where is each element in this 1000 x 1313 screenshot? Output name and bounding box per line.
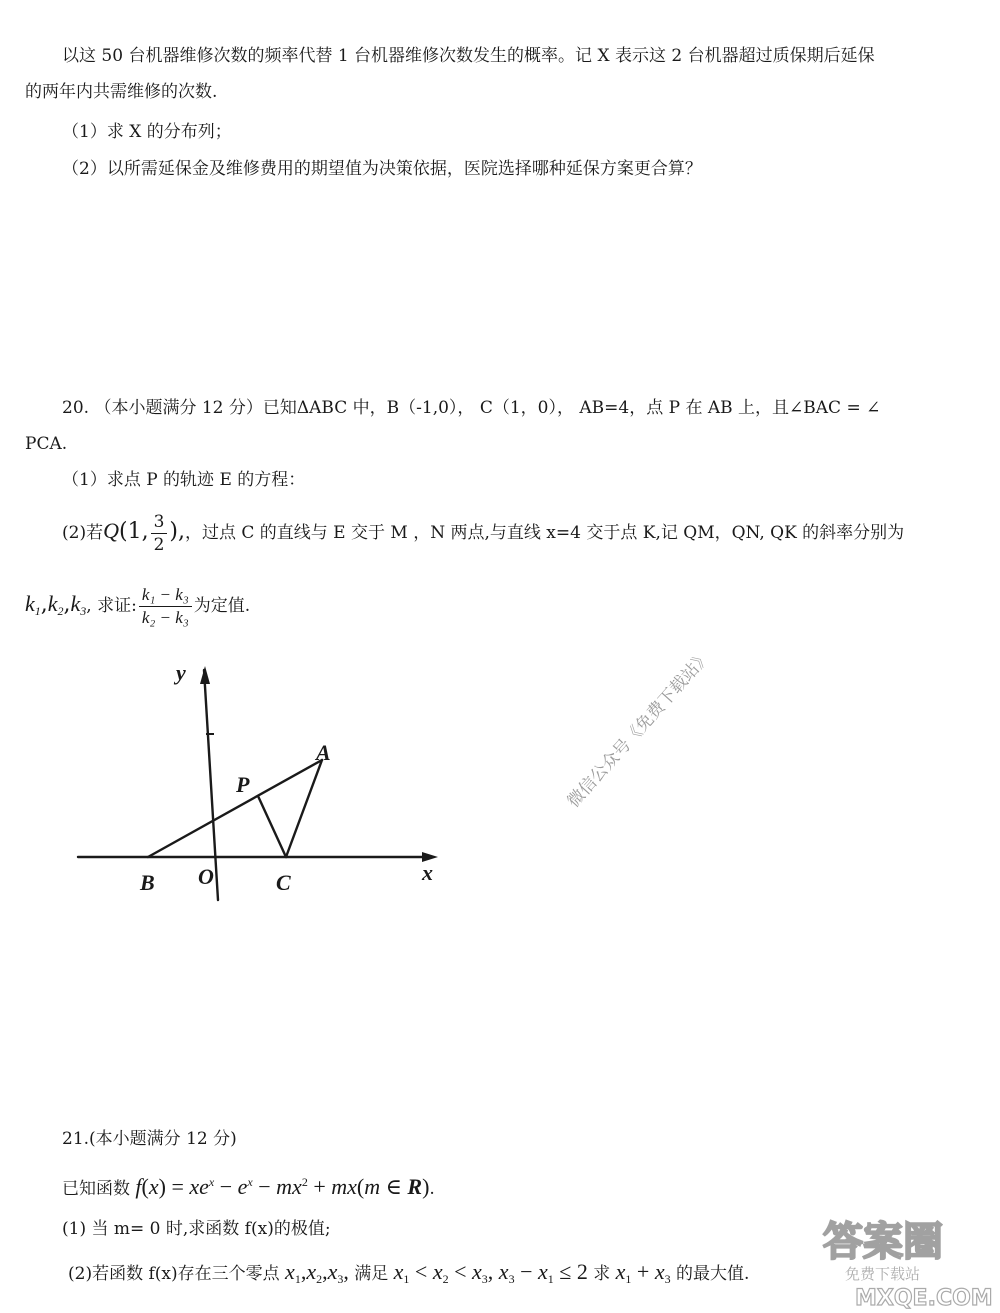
point-q-numerator: 3: [151, 511, 168, 534]
q19-line-1: 以这 50 台机器维修次数的频率代替 1 台机器维修次数发生的概率。记 X 表示这 2 台机器超过质保期后延保: [62, 46, 875, 66]
q20-line-1: 20. （本小题满分 12 分）已知ΔABC 中，B（-1,0）， C（1，0）， AB=4，点 P 在 AB 上，且∠BAC = ∠: [62, 398, 881, 418]
segment-ac: [286, 760, 322, 857]
zeros-list: $x_1,x_2,x_3$,: [285, 1259, 349, 1286]
diagonal-watermark: 微信公众号《免费下载站》: [563, 646, 716, 812]
point-q-close: ),: [169, 519, 185, 544]
slope-k1: $k_1$: [25, 591, 41, 618]
q20-part-3: $k_1,k_2,k_3$, 求证: $\frac{\text{k₁ − k₃}}{\text{k₂ − k₃}}$ 为定值.: [25, 585, 251, 627]
q21-part-2-suffix: 的最大值.: [676, 1264, 750, 1284]
triangle-figure: [60, 650, 460, 910]
function-definition: $f(x) = xe^x - e^x - mx^2 + mx(m$ ∈ R): [135, 1174, 430, 1199]
q19-part-1: （1）求 X 的分布列；: [62, 122, 232, 142]
answer-site-logo-watermark: [815, 1205, 995, 1310]
point-b-label: B: [140, 870, 155, 895]
q19-part-2: （2）以所需延保金及维修费用的期望值为决策依据，医院选择哪种延保方案更合算？: [62, 159, 702, 179]
point-q-fraction: [151, 511, 168, 556]
q19-line-2: 的两年内共需维修的次数.: [25, 82, 218, 102]
logo-small-text: 免费下载站: [845, 1265, 921, 1283]
zeros-sum: $x_1 + x_3$: [615, 1259, 671, 1286]
logo-url-text: MXQE.COM: [855, 1286, 993, 1310]
point-q-denominator: 2: [153, 535, 165, 555]
point-p-label: P: [236, 772, 250, 797]
segment-pc: [258, 796, 286, 857]
q21-part-2: [68, 1252, 749, 1299]
y-axis-arrow: [200, 666, 210, 684]
q20-part-2-prefix: (2)若: [62, 523, 104, 543]
point-a-label: A: [316, 740, 331, 765]
q21-part-2-mid: 满足: [354, 1264, 389, 1284]
x-axis-label: x: [422, 860, 433, 885]
segment-ba: [148, 760, 322, 857]
q20-line-2: PCA.: [25, 434, 68, 454]
point-o-label: O: [198, 864, 214, 889]
q20-part-2: [62, 507, 904, 557]
slope-k2: $k_2$: [47, 591, 64, 618]
slope-ratio-fraction: [139, 584, 192, 629]
point-c-label: C: [276, 870, 291, 895]
q20-part-3-mid: , 求证:: [86, 596, 137, 616]
logo-big-text: 答案圈: [823, 1219, 943, 1265]
q21-title: 21.(本小题满分 12 分): [62, 1129, 237, 1149]
q21-part-2-prefix: (2)若函数 f(x)存在三个零点: [68, 1264, 280, 1284]
q20-part-3-suffix: 为定值.: [193, 596, 251, 616]
q21-intro: [62, 1162, 435, 1209]
slope-ratio-denominator: k₂ − k₃: [141, 608, 189, 627]
point-q-open: (1,: [118, 519, 149, 544]
q21-intro-prefix: 已知函数: [62, 1179, 130, 1199]
q20-part-2-text: ，过点 C 的直线与 E 交于 M ，N 两点,与直线 x=4 交于点 K,记 QM，QN, QK 的斜率分别为: [184, 523, 905, 543]
point-q-label: Q: [103, 518, 119, 543]
zeros-condition: $x_1 < x_2 < x_3$, $x_3 - x_1 \le 2$: [393, 1259, 588, 1286]
y-axis-label: y: [176, 660, 186, 685]
q21-intro-suffix: .: [429, 1179, 435, 1199]
slope-ratio-numerator: k₁ − k₃: [139, 584, 192, 607]
q21-part-2-mid2: 求: [593, 1264, 611, 1284]
q21-part-1: (1) 当 m= 0 时,求函数 f(x)的极值;: [62, 1219, 331, 1239]
slope-k3: $k_3$: [70, 591, 87, 618]
q20-part-1: （1）求点 P 的轨迹 E 的方程：: [62, 470, 306, 490]
